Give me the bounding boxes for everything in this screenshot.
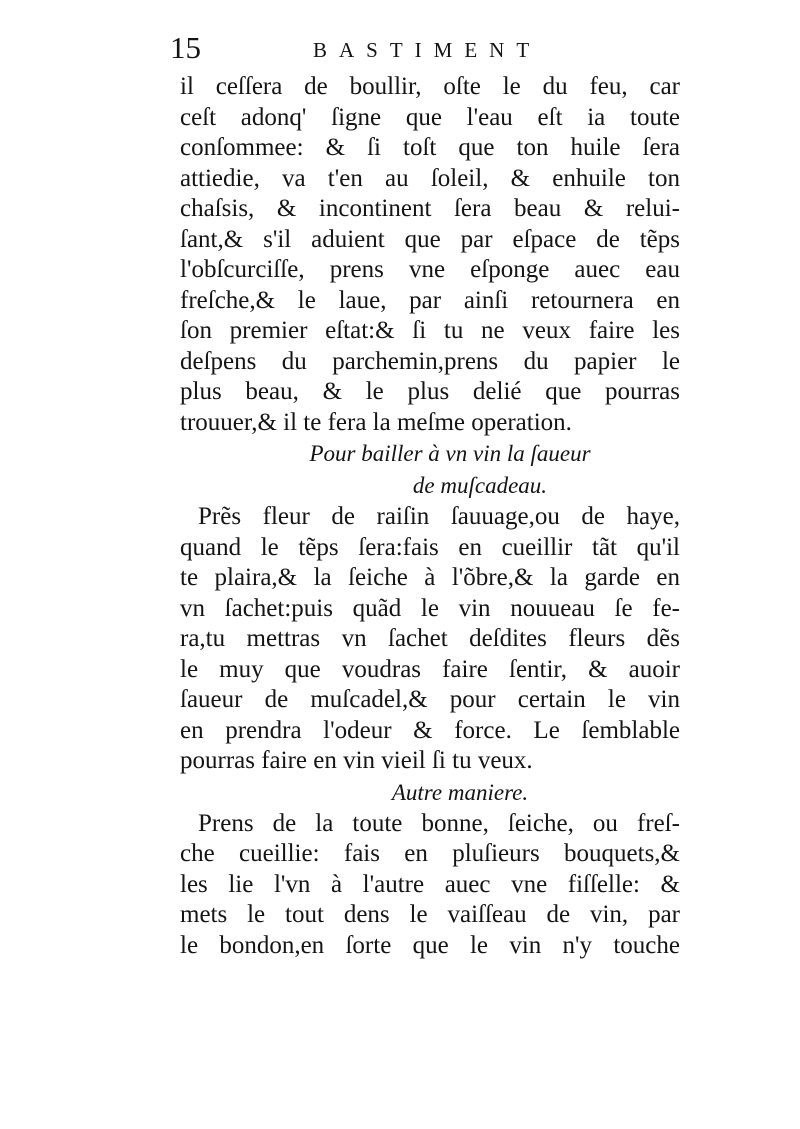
text-line: ceſt adonq' ſigne que l'eau eſt ia toute <box>180 103 680 131</box>
text-line: freſche,& le laue, par ainſi retournera en <box>180 286 680 314</box>
text-line: ſaueur de muſcadel,& pour certain le vin <box>180 686 680 713</box>
text-line: quand le tẽps ſera:fais en cueillir tãt qu'il <box>180 533 680 561</box>
text-line: attiedie, va t'en au ſoleil, & enhuile ton <box>180 164 680 192</box>
text-line: pourras faire en vin vieil ſi tu veux. <box>180 747 533 774</box>
text-line: les lie l'vn à l'autre auec vne fiſſelle: & <box>180 870 680 898</box>
paragraph-continued <box>180 72 680 438</box>
paragraph-muscadeau <box>180 502 680 777</box>
paragraph-autre-maniere <box>180 809 680 962</box>
heading-line: Pour bailler à vn vin la ſaueur <box>309 441 591 466</box>
text-line: le muy que voudras faire ſentir, & auoir <box>180 655 680 683</box>
page-number: 15 <box>170 30 201 65</box>
text-line: ſon premier eſtat:& ſi tu ne veux faire les <box>180 317 680 344</box>
text-line: vn ſachet:puis quãd le vin nouueau ſe fe- <box>180 594 680 622</box>
text-line: en prendra l'odeur & force. Le ſemblable <box>180 716 680 744</box>
heading-line: Autre maniere. <box>391 779 529 805</box>
text-line: mets le tout dens le vaiſſeau de vin, par <box>180 901 680 928</box>
text-line: te plaira,& la ſeiche à l'õbre,& la garde en <box>180 564 680 591</box>
text-line: conſommee: & ſi toſt que ton huile ſera <box>180 134 680 161</box>
text-line: le bondon,en ſorte que le vin n'y touche <box>180 931 680 959</box>
text-line: che cueillie: fais en pluſieurs bouquets,& <box>180 840 680 867</box>
text-line: trouuer,& il te fera la meſme operation. <box>180 408 572 436</box>
section-heading-muscadeau <box>180 438 680 502</box>
body-text <box>180 72 680 961</box>
section-heading-autre-maniere <box>180 777 680 809</box>
text-line: Prens de la toute bonne, ſeiche, ou freſ- <box>198 809 680 837</box>
text-line: ſant,& s'il aduient que par eſpace de tẽps <box>180 225 680 253</box>
running-head: BASTIMENT <box>313 38 542 62</box>
heading-line: de muſcadeau. <box>412 473 548 498</box>
text-line: chaſsis, & incontinent ſera beau & relui- <box>180 195 680 222</box>
text-line: il ceſſera de boullir, oſte le du feu, car <box>180 73 680 100</box>
text-line: l'obſcurciſſe, prens vne eſponge auec eau <box>180 256 680 283</box>
text-line: ra,tu mettras vn ſachet deſdites fleurs dẽs <box>180 625 680 652</box>
text-line: Prẽs fleur de raiſin ſauuage,ou de haye, <box>198 503 680 530</box>
page-header <box>170 30 690 70</box>
text-line: deſpens du parchemin,prens du papier le <box>180 347 680 375</box>
text-line: plus beau, & le plus delié que pourras <box>180 378 680 405</box>
